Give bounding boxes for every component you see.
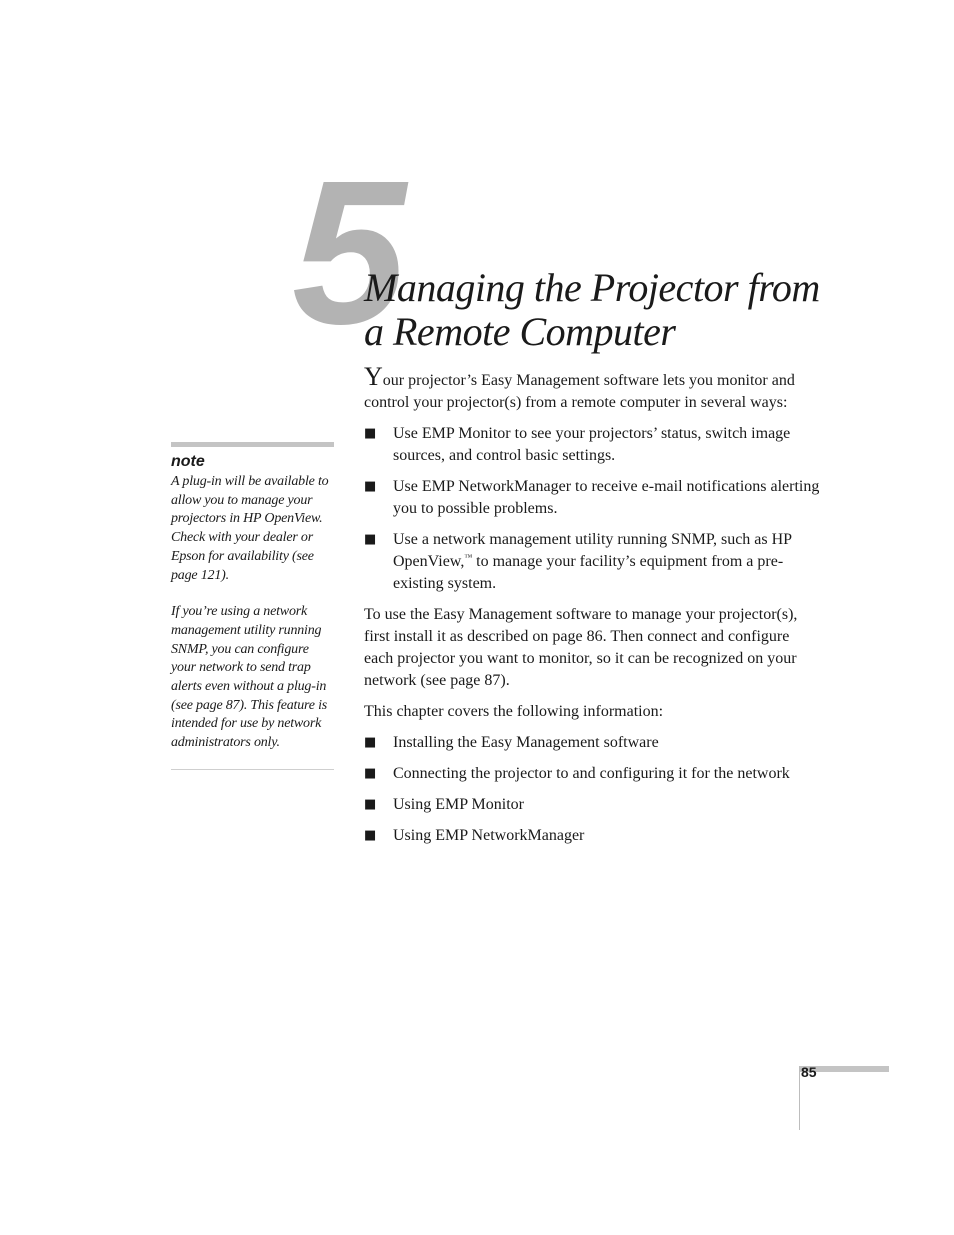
chapter-title xyxy=(364,266,844,354)
bullet-icon: ■ xyxy=(364,766,377,781)
chapter-title-line1: Managing the Projector from xyxy=(364,265,820,310)
bullet-icon: ■ xyxy=(364,828,377,843)
topics-list xyxy=(364,732,822,847)
list-item-text: Using EMP Monitor xyxy=(393,796,524,813)
ways-list xyxy=(364,423,822,595)
body-column xyxy=(364,362,822,856)
note-paragraph-2: If you’re using a network management utility running SNMP, you can configure your network to send trap alerts even without a plug-in (see page 87). This feature is intended for use by network administrators only. xyxy=(171,604,328,751)
bullet-icon: ■ xyxy=(364,479,377,494)
list-item-text: Using EMP NetworkManager xyxy=(393,827,585,844)
bullet-icon: ■ xyxy=(364,532,377,547)
bullet-icon: ■ xyxy=(364,426,377,441)
note-box xyxy=(171,442,334,770)
intro-text: our projector’s Easy Management software lets you monitor and control your projector(s) from a remote computer in several ways: xyxy=(364,372,795,411)
note-paragraph-1: A plug-in will be available to allow you to manage your projectors in HP OpenView. Check with your dealer or Epson for availability (see page 121). xyxy=(171,474,329,583)
note-label: note xyxy=(171,453,205,470)
list-item-text: Installing the Easy Management software xyxy=(393,734,659,751)
list-item xyxy=(364,763,822,785)
list-item-text: Use a network management utility running SNMP, such as HP OpenView, xyxy=(393,531,792,570)
list-item xyxy=(364,794,822,816)
trademark-symbol: ™ xyxy=(464,552,473,562)
list-item xyxy=(364,825,822,847)
bullet-icon: ■ xyxy=(364,735,377,750)
install-paragraph: To use the Easy Management software to manage your projector(s), first install it as described on page 86. Then connect and configure each projector you want to monitor, so it can be recognized on your network (see page 87). xyxy=(364,606,798,689)
covers-paragraph: This chapter covers the following information: xyxy=(364,703,664,720)
page-number-rule xyxy=(799,1066,800,1130)
page-number: 85 xyxy=(801,1064,817,1080)
drop-cap: Y xyxy=(364,362,383,391)
bullet-icon: ■ xyxy=(364,797,377,812)
chapter-title-line2: a Remote Computer xyxy=(364,309,676,354)
list-item xyxy=(364,529,822,595)
list-item-text: Use EMP Monitor to see your projectors’ status, switch image sources, and control basic settings. xyxy=(393,425,791,464)
list-item-text-cont: to manage your facility’s equipment from a pre-existing system. xyxy=(393,553,784,592)
list-item xyxy=(364,423,822,467)
note-bottom-rule xyxy=(171,769,334,770)
list-item xyxy=(364,732,822,754)
list-item-text: Use EMP NetworkManager to receive e-mail notifications alerting you to possible problems. xyxy=(393,478,820,517)
intro-paragraph xyxy=(364,362,822,414)
list-item-text: Connecting the projector to and configuring it for the network xyxy=(393,765,790,782)
list-item xyxy=(364,476,822,520)
chapter-number: 5 xyxy=(292,138,403,367)
